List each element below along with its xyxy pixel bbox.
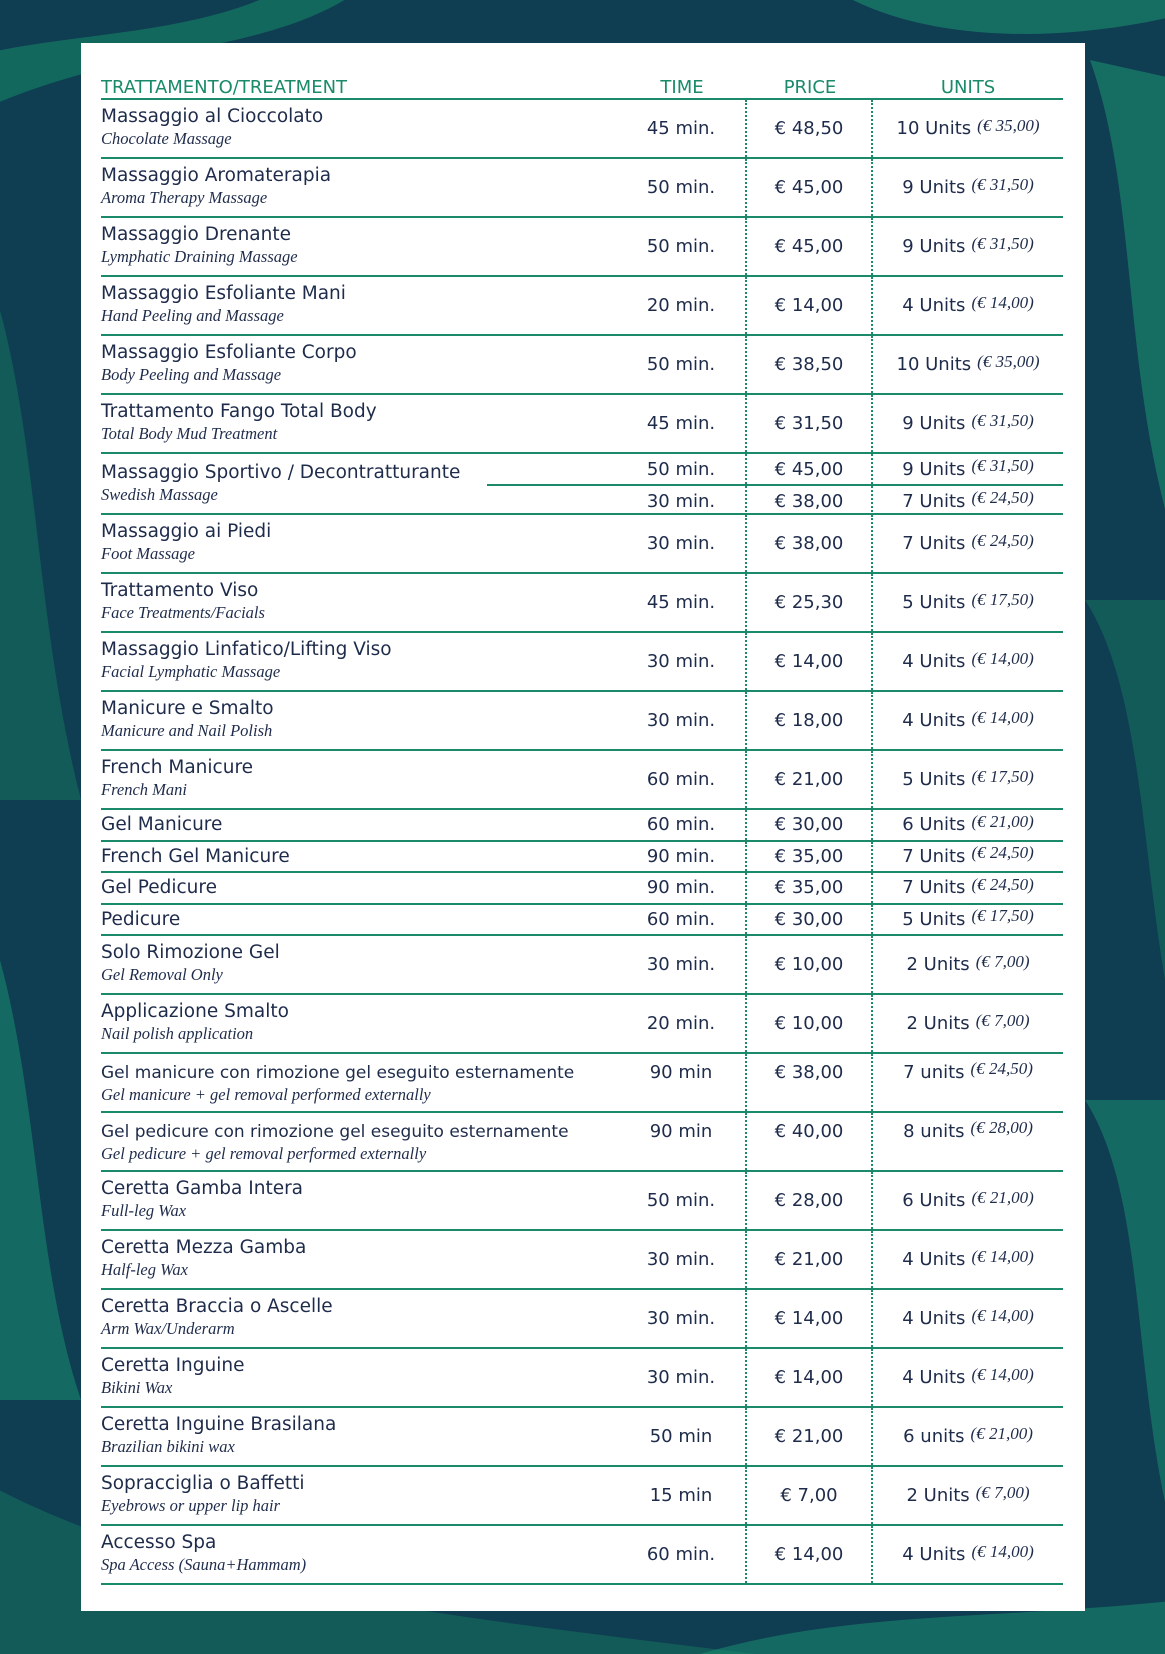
table-header [101,71,1063,100]
units-value: 2 Units [906,954,970,975]
units-value: 7 Units [902,845,966,867]
units-price: (€ 14,00) [971,1364,1034,1384]
price-cell: € 38,00 [747,486,873,516]
units-price: (€ 14,00) [971,1246,1034,1266]
price-cell: € 31,50 [747,395,873,452]
price-cell: € 10,00 [747,936,873,993]
treatment-name: Accesso Spa [101,1532,217,1553]
units-cell [873,454,1063,484]
time-cell: 45 min. [617,395,747,452]
row-name-cell [101,810,617,840]
units-value: 6 Units [902,814,966,836]
row-name-cell [101,1290,617,1347]
header-price: PRICE [783,77,837,98]
units-price: (€ 17,50) [971,589,1034,609]
units-cell [873,486,1063,516]
header-treatment: TRATTAMENTO/TREATMENT [101,77,348,98]
price-cell: € 14,00 [747,277,873,334]
treatment-name-en: Spa Access (Sauna+Hammam) [101,1555,307,1574]
treatment-name: Ceretta Inguine [101,1355,245,1376]
units-cell [873,336,1063,393]
units-value: 7 Units [902,533,966,554]
units-value: 10 Units [896,118,972,139]
row-name-cell [101,1113,617,1170]
units-value: 4 Units [902,710,966,731]
units-price: (€ 35,00) [977,351,1040,371]
table-row [101,277,1063,336]
time-cell: 60 min. [617,751,747,808]
time-cell: 50 min. [617,454,747,484]
units-cell [873,100,1063,157]
price-cell: € 14,00 [747,1349,873,1406]
row-name-cell [101,1231,617,1288]
units-value: 6 units [903,1426,965,1447]
units-price: (€ 7,00) [975,1482,1030,1502]
units-price: (€ 31,50) [971,233,1034,253]
row-name-cell [101,100,617,157]
row-name-cell [101,1526,617,1583]
price-list-card [81,43,1085,1611]
time-cell: 90 min [617,1054,747,1111]
table-row [101,995,1063,1054]
units-price: (€ 17,50) [971,766,1034,786]
units-price: (€ 17,50) [971,906,1034,926]
table-row [101,1349,1063,1408]
treatment-name-en: Total Body Mud Treatment [101,424,278,443]
treatment-name-en: Nail polish application [101,1024,254,1043]
table-row [101,751,1063,810]
units-cell [873,1172,1063,1229]
units-value: 2 Units [906,1485,970,1506]
units-cell [873,751,1063,808]
treatment-name-en: Facial Lymphatic Massage [101,662,281,681]
units-cell [873,1349,1063,1406]
time-cell: 50 min [617,1408,747,1465]
units-price: (€ 31,50) [971,410,1034,430]
table-row [101,159,1063,218]
units-cell [873,574,1063,631]
units-price: (€ 7,00) [975,1010,1030,1030]
units-price: (€ 24,50) [971,874,1034,894]
row-name-cell [101,574,617,631]
row-name-cell [101,995,617,1052]
treatment-name: Massaggio Aromaterapia [101,165,332,186]
table-row [101,100,1063,159]
treatment-name: French Manicure [101,757,254,778]
treatment-name-en: Brazilian bikini wax [101,1437,235,1456]
units-cell [873,873,1063,903]
units-cell [873,1290,1063,1347]
units-value: 4 Units [902,1308,966,1329]
price-cell: € 21,00 [747,1408,873,1465]
table-row [101,1172,1063,1231]
treatment-name: Massaggio Linfatico/Lifting Viso [101,639,392,660]
units-cell [873,277,1063,334]
units-cell [873,1054,1063,1111]
treatment-name: Manicure e Smalto [101,698,274,719]
treatment-name-en: Aroma Therapy Massage [101,188,268,207]
time-cell: 50 min. [617,1172,747,1229]
price-cell: € 21,00 [747,751,873,808]
units-value: 4 Units [902,651,966,672]
row-name-cell [101,751,617,808]
row-name-cell [101,277,617,334]
time-cell: 90 min. [617,842,747,872]
units-cell [873,1231,1063,1288]
table-row [101,1408,1063,1467]
treatment-name-en: Foot Massage [101,544,195,563]
price-cell: € 35,00 [747,842,873,872]
units-cell [873,159,1063,216]
treatment-name-en: Manicure and Nail Polish [101,721,273,740]
time-cell: 30 min. [617,1231,747,1288]
units-value: 4 Units [902,1249,966,1270]
units-value: 9 Units [902,236,966,257]
units-cell [873,633,1063,690]
treatment-name: Pedicure [101,908,181,930]
table-row [101,692,1063,751]
table-row [101,873,1063,905]
units-value: 6 Units [902,1190,966,1211]
time-cell: 60 min. [617,905,747,935]
treatment-name-en: Gel manicure + gel removal performed externally [101,1085,431,1104]
treatment-name: Massaggio Drenante [101,224,291,245]
units-price: (€ 31,50) [971,174,1034,194]
price-cell: € 38,00 [747,515,873,572]
price-cell: € 14,00 [747,633,873,690]
time-cell: 20 min. [617,277,747,334]
price-cell: € 14,00 [747,1526,873,1583]
time-cell: 90 min. [617,873,747,903]
units-value: 5 Units [902,908,966,930]
price-cell: € 30,00 [747,905,873,935]
treatment-name-en: Full-leg Wax [101,1201,187,1220]
price-cell: € 7,00 [747,1467,873,1524]
time-cell: 60 min. [617,810,747,840]
treatment-name-en: Gel Removal Only [101,965,223,984]
price-table [101,71,1063,1585]
time-cell: 30 min. [617,692,747,749]
row-name-cell [101,936,617,993]
units-price: (€ 14,00) [971,707,1034,727]
price-cell: € 14,00 [747,1290,873,1347]
units-value: 7 Units [902,490,966,512]
table-row [101,574,1063,633]
units-cell [873,995,1063,1052]
treatment-name: Ceretta Gamba Intera [101,1178,304,1199]
units-price: (€ 21,00) [970,1423,1033,1443]
treatment-name-en: Lymphatic Draining Massage [101,247,298,266]
units-price: (€ 24,50) [970,1059,1033,1078]
price-cell: € 30,00 [747,810,873,840]
split-option [617,486,1063,516]
treatment-name: Gel pedicure con rimozione gel eseguito esternamente [101,1122,569,1142]
units-cell [873,692,1063,749]
table-row [101,1054,1063,1113]
table-row [101,218,1063,277]
treatment-name-en: Bikini Wax [101,1378,173,1397]
treatment-name: Sopracciglia o Baffetti [101,1473,305,1494]
row-name-cell [101,159,617,216]
units-value: 4 Units [902,295,966,316]
price-cell: € 21,00 [747,1231,873,1288]
treatment-name-en: Swedish Massage [101,485,218,504]
treatment-name: Massaggio Esfoliante Corpo [101,342,357,363]
units-cell [873,842,1063,872]
table-row [101,905,1063,937]
units-cell [873,810,1063,840]
price-cell: € 48,50 [747,100,873,157]
units-value: 2 Units [906,1013,970,1034]
table-row [101,395,1063,454]
treatment-name: Ceretta Inguine Brasilana [101,1414,337,1435]
treatment-name: Gel Manicure [101,814,223,835]
treatment-name: Ceretta Braccia o Ascelle [101,1296,333,1317]
table-row [101,633,1063,692]
price-cell: € 38,00 [747,1054,873,1111]
row-name-cell [101,905,617,935]
treatment-name: Gel Pedicure [101,877,217,898]
treatment-name: Trattamento Viso [101,580,259,601]
row-name-cell [101,633,617,690]
row-name-cell [101,1349,617,1406]
price-cell: € 10,00 [747,995,873,1052]
header-time: TIME [660,77,704,98]
units-price: (€ 14,00) [971,1305,1034,1325]
units-value: 7 Units [902,877,966,899]
units-price: (€ 28,00) [970,1118,1033,1137]
units-price: (€ 31,50) [971,456,1034,475]
table-row [101,936,1063,995]
treatment-name: Massaggio al Cioccolato [101,106,324,127]
time-cell: 50 min. [617,336,747,393]
row-name-cell [101,1172,617,1229]
units-price: (€ 24,50) [971,488,1034,507]
price-cell: € 40,00 [747,1113,873,1170]
units-price: (€ 24,50) [971,843,1034,863]
time-cell: 30 min. [617,936,747,993]
treatment-name-en: Eyebrows or upper lip hair [101,1496,281,1515]
row-name-cell [101,515,617,572]
split-options [617,454,1063,513]
treatment-name: Massaggio Sportivo / Decontratturante [101,462,461,483]
treatment-name: Trattamento Fango Total Body [101,401,377,422]
time-cell: 30 min. [617,486,747,516]
price-cell: € 28,00 [747,1172,873,1229]
time-cell: 50 min. [617,159,747,216]
treatment-name-en: Half-leg Wax [101,1260,188,1279]
price-cell: € 38,50 [747,336,873,393]
header-units: UNITS [940,77,996,98]
table-row [101,1290,1063,1349]
price-cell: € 45,00 [747,454,873,484]
table-row [101,1526,1063,1585]
row-name-cell [101,873,617,903]
treatment-name-en: French Mani [101,780,187,799]
treatment-name-en: Face Treatments/Facials [101,603,265,622]
time-cell: 45 min. [617,574,747,631]
row-name-cell [101,692,617,749]
row-name-cell [101,842,617,872]
table-row [101,1113,1063,1172]
table-row [101,842,1063,874]
price-cell: € 35,00 [747,873,873,903]
time-cell: 60 min. [617,1526,747,1583]
units-value: 4 Units [902,1367,966,1388]
units-cell [873,515,1063,572]
time-cell: 50 min. [617,218,747,275]
price-cell: € 25,30 [747,574,873,631]
units-price: (€ 35,00) [977,115,1040,135]
treatment-name: Ceretta Mezza Gamba [101,1237,307,1258]
units-value: 4 Units [902,1544,966,1565]
table-row [101,810,1063,842]
units-price: (€ 21,00) [971,811,1034,831]
price-cell: € 18,00 [747,692,873,749]
price-cell: € 45,00 [747,218,873,275]
table-row-split [101,454,1063,515]
treatment-name: Solo Rimozione Gel [101,942,280,963]
units-price: (€ 21,00) [971,1187,1034,1207]
units-price: (€ 14,00) [971,648,1034,668]
time-cell: 30 min. [617,633,747,690]
units-cell [873,936,1063,993]
row-name-cell [101,336,617,393]
units-value: 9 Units [902,413,966,434]
treatment-name-en: Hand Peeling and Massage [101,306,284,325]
units-value: 5 Units [902,769,966,790]
units-price: (€ 14,00) [971,1541,1034,1561]
treatment-name: Massaggio ai Piedi [101,521,272,542]
units-cell [873,1408,1063,1465]
time-cell: 45 min. [617,100,747,157]
time-cell: 30 min. [617,1349,747,1406]
treatment-name: French Gel Manicure [101,845,290,867]
row-name-cell [101,218,617,275]
row-name-cell [101,395,617,452]
treatment-name-en: Body Peeling and Massage [101,365,282,384]
units-price: (€ 7,00) [975,951,1030,971]
units-cell [873,395,1063,452]
units-cell [873,1526,1063,1583]
table-row [101,336,1063,395]
units-value: 7 units [903,1062,965,1083]
table-row [101,1231,1063,1290]
table-row [101,1467,1063,1526]
row-name-cell [101,1467,617,1524]
time-cell: 90 min [617,1113,747,1170]
units-value: 8 units [903,1121,965,1142]
units-value: 5 Units [902,592,966,613]
units-value: 9 Units [902,177,966,198]
table-row [101,515,1063,574]
time-cell: 30 min. [617,1290,747,1347]
units-cell [873,1113,1063,1170]
units-cell [873,1467,1063,1524]
time-cell: 30 min. [617,515,747,572]
split-option [487,454,1063,486]
units-cell [873,218,1063,275]
units-price: (€ 24,50) [971,530,1034,550]
time-cell: 15 min [617,1467,747,1524]
treatment-name-en: Arm Wax/Underarm [101,1319,235,1338]
treatment-name: Gel manicure con rimozione gel eseguito esternamente [101,1063,575,1083]
treatment-name-en: Chocolate Massage [101,129,232,148]
time-cell: 20 min. [617,995,747,1052]
units-cell [873,905,1063,935]
units-price: (€ 14,00) [971,292,1034,312]
units-value: 9 Units [902,458,966,480]
price-cell: € 45,00 [747,159,873,216]
treatment-name: Applicazione Smalto [101,1001,289,1022]
treatment-name-en: Gel pedicure + gel removal performed externally [101,1144,427,1163]
row-name-cell [101,1054,617,1111]
units-value: 10 Units [896,354,972,375]
treatment-name: Massaggio Esfoliante Mani [101,283,346,304]
row-name-cell [101,1408,617,1465]
